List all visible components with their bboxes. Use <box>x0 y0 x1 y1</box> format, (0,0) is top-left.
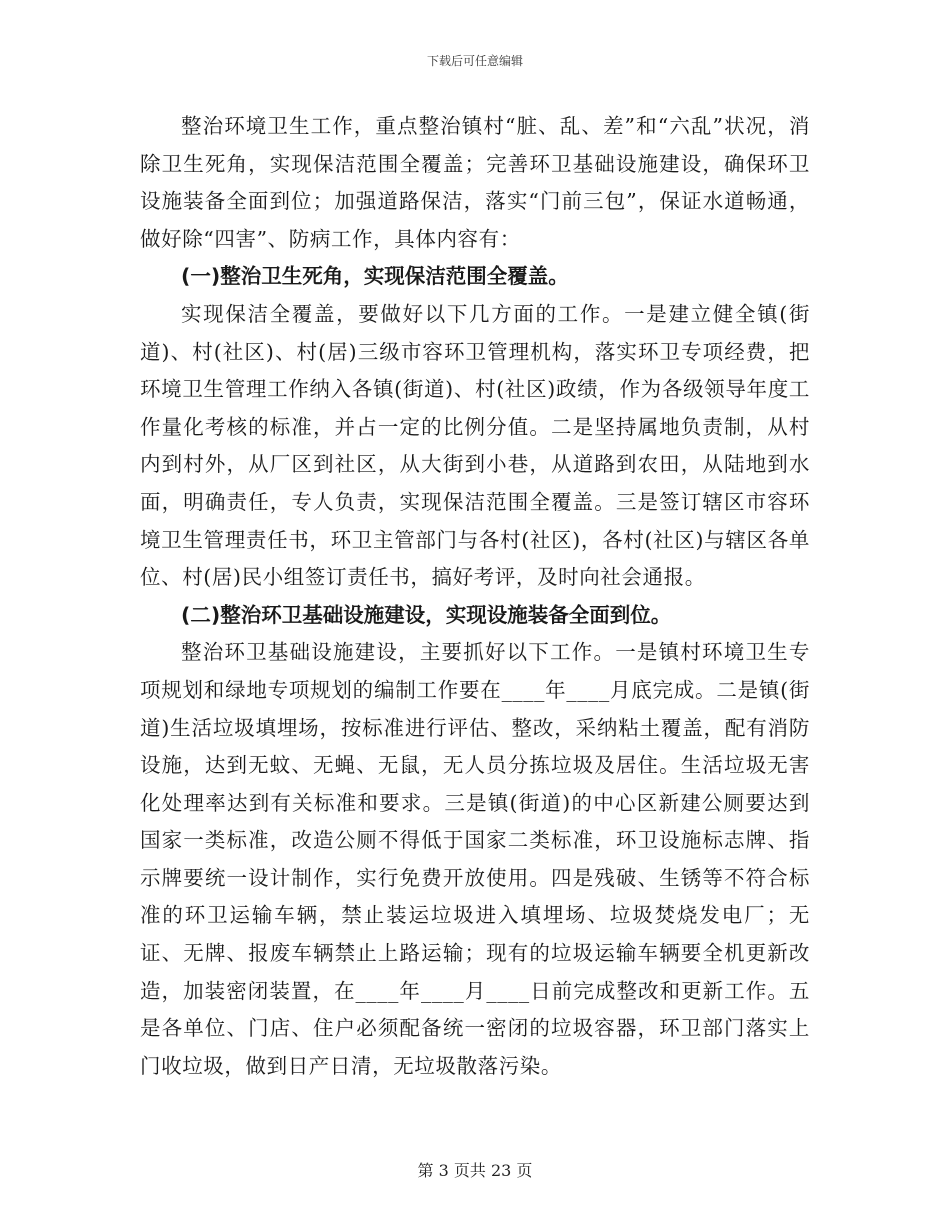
document-body <box>140 108 810 1085</box>
section-2-paragraph: 整治环卫基础设施建设，主要抓好以下工作。一是镇村环境卫生专项规划和绿地专项规划的编制工作要在____年____月底完成。二是镇(街道)生活垃圾填埋场，按标准进行评估、整改，采纳粘土覆盖，配有消防设施，达到无蚊、无蝇、无鼠，无人员分拣垃圾及居住。生活垃圾无害化处理率达到有关标准和要求。三是镇(街道)的中心区新建公厕要达到国家一类标准，改造公厕不得低于国家二类标准，环卫设施标志牌、指示牌要统一设计制作，实行免费开放使用。四是残破、生锈等不符合标准的环卫运输车辆，禁止装运垃圾进入填埋场、垃圾焚烧发电厂；无证、无牌、报废车辆禁止上路运输；现有的垃圾运输车辆要全机更新改造，加装密闭装置，在____年____月____日前完成整改和更新工作。五是各单位、门店、住户必须配备统一密闭的垃圾容器，环卫部门落实上门收垃圾，做到日产日清，无垃圾散落污染。 <box>140 640 810 1078</box>
section-2-heading: (二)整治环卫基础设施建设，实现设施装备全面到位。 <box>181 602 672 627</box>
page-header: 下载后可任意编辑 <box>426 54 523 68</box>
section-1-heading: (一)整治卫生死角，实现保洁范围全覆盖。 <box>181 264 569 289</box>
intro-paragraph: 整治环境卫生工作，重点整治镇村“脏、乱、差”和“六乱”状况，消除卫生死角，实现保洁范围全覆盖；完善环卫基础设施建设，确保环卫设施装备全面到位；加强道路保洁，落实“门前三包”，保证水道畅通，做好除“四害”、防病工作，具体内容有： <box>140 114 810 251</box>
page-footer: 第 3 页共 23 页 <box>417 1161 533 1180</box>
section-1-paragraph: 实现保洁全覆盖，要做好以下几方面的工作。一是建立健全镇(街道)、村(社区)、村(居)三级市容环卫管理机构，落实环卫专项经费，把环境卫生管理工作纳入各镇(街道)、村(社区)政绩，作为各级领导年度工作量化考核的标准，并占一定的比例分值。二是坚持属地负责制，从村内到村外，从厂区到社区，从大街到小巷，从道路到农田，从陆地到水面，明确责任，专人负责，实现保洁范围全覆盖。三是签订辖区市容环境卫生管理责任书，环卫主管部门与各村(社区)，各村(社区)与辖区各单位、村(居)民小组签订责任书，搞好考评，及时向社会通报。 <box>140 301 810 590</box>
